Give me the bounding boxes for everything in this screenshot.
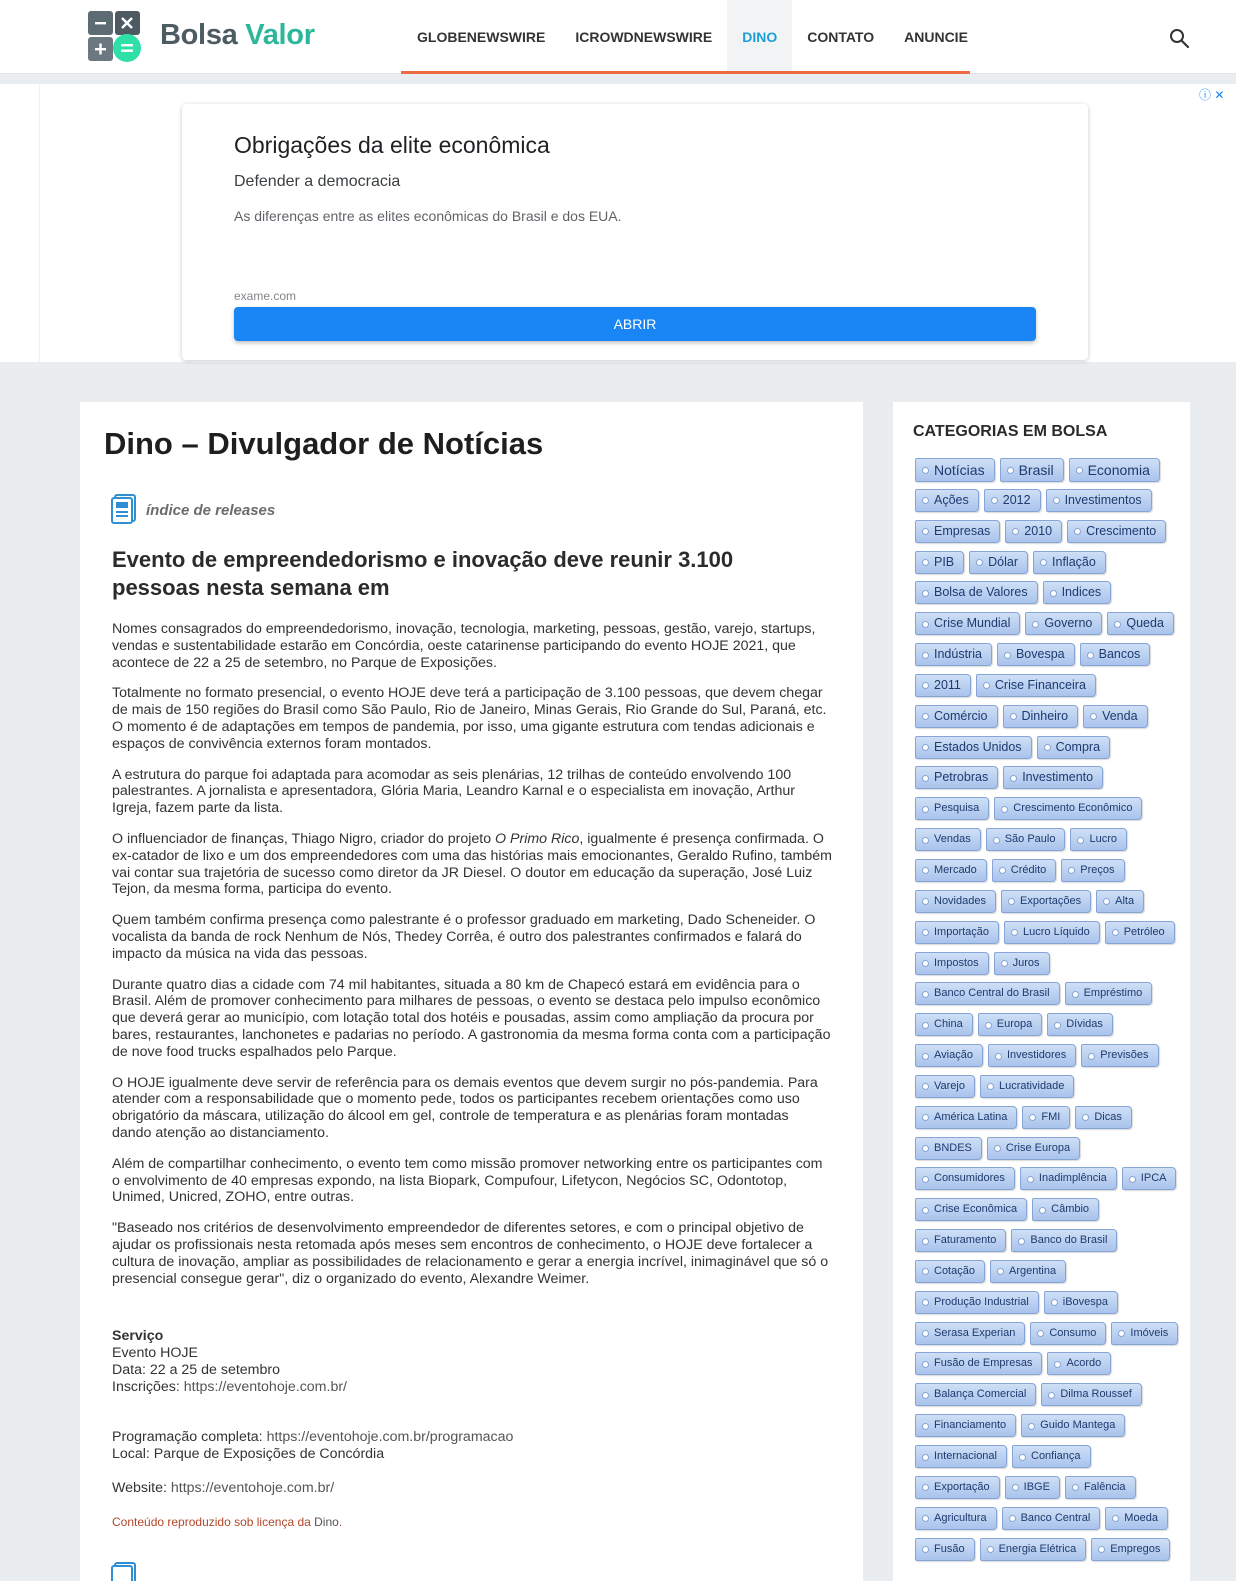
ad-card[interactable]: [182, 104, 1088, 360]
category-tag[interactable]: 2011: [915, 674, 971, 697]
category-tag[interactable]: Preços: [1061, 859, 1124, 882]
category-tag[interactable]: Argentina: [990, 1260, 1066, 1283]
category-tag[interactable]: América Latina: [915, 1106, 1017, 1129]
category-tag[interactable]: Venda: [1083, 705, 1147, 728]
category-tag[interactable]: Novidades: [915, 890, 996, 913]
category-tag[interactable]: Dinheiro: [1003, 705, 1079, 728]
category-tag[interactable]: Previsões: [1081, 1044, 1158, 1067]
category-tag[interactable]: Crédito: [992, 859, 1056, 882]
tag-row: [915, 1013, 1177, 1044]
program-label: Programação completa:: [112, 1429, 267, 1445]
paragraph-text: O influenciador de finanças, Thiago Nigro, criador do projeto: [112, 830, 496, 847]
article-paragraph: "Baseado nos critérios de desenvolvimento empreendedor de diferentes setores, e com o principal objetivo de ajudar os profissionais nesta retomada após meses sem encontros de conhecimento, o HOJE deve fortalecer a cultura de inovação, ampliar as possibilidades de relacionamento e gerar a energia incrível, inimaginável que só o presencial consegue gerar", diz o organizado do evento, Alexandre Weimer.: [112, 1220, 829, 1287]
category-tag[interactable]: Alta: [1096, 890, 1144, 913]
sidebar: [893, 402, 1190, 1581]
category-tag[interactable]: Crise Econômica: [915, 1198, 1027, 1221]
tag-row: [915, 1198, 1177, 1229]
category-tag[interactable]: IPCA: [1122, 1167, 1177, 1190]
category-tag[interactable]: Financiamento: [915, 1414, 1016, 1437]
tag-row: [915, 828, 1177, 859]
category-tag[interactable]: Confiança: [1012, 1445, 1091, 1468]
service-info: [112, 1328, 832, 1497]
license-note: [112, 1515, 342, 1529]
tag-row: [915, 551, 1177, 582]
tag-row: [915, 674, 1177, 705]
category-tag[interactable]: 2012: [984, 489, 1041, 512]
ad-domain: exame.com: [234, 289, 297, 303]
main-nav: [402, 0, 983, 74]
article-body: [112, 621, 832, 1301]
category-tag[interactable]: China: [915, 1013, 973, 1036]
logo-accent-word: Valor: [245, 19, 315, 51]
category-tag[interactable]: Energia Elétrica: [980, 1538, 1087, 1561]
nav-contato[interactable]: CONTATO: [807, 29, 875, 45]
tag-row: [915, 705, 1177, 736]
category-tag[interactable]: Falência: [1065, 1476, 1136, 1499]
tag-row: [915, 1106, 1177, 1137]
project-name: O Primo Rico: [495, 830, 580, 847]
website-link[interactable]: https://eventohoje.com.br/: [170, 1480, 335, 1496]
category-tag[interactable]: Câmbio: [1032, 1198, 1099, 1221]
category-tag[interactable]: Estados Unidos: [915, 736, 1032, 759]
category-tag[interactable]: Dólar: [969, 551, 1028, 574]
category-tag[interactable]: Notícias: [915, 458, 995, 482]
category-tag[interactable]: Investimento: [1003, 766, 1103, 789]
article-paragraph: [112, 831, 832, 898]
category-tag[interactable]: Ações: [915, 489, 979, 512]
category-tag[interactable]: Bovespa: [997, 643, 1075, 666]
tag-row: [915, 952, 1177, 983]
category-tag[interactable]: Exportação: [915, 1476, 1000, 1499]
tag-row: [915, 1229, 1177, 1260]
tag-row: [915, 859, 1177, 890]
tag-row: [915, 982, 1177, 1013]
category-tag[interactable]: FMI: [1022, 1106, 1070, 1129]
category-tag[interactable]: Vendas: [915, 828, 981, 851]
tag-row: [915, 921, 1177, 952]
article-paragraph: Nomes consagrados do empreendedorismo, inovação, tecnologia, marketing, pessoas, gestão, varejo, startups, vendas e sustentabilidade estarão em Concórdia, oeste catarinense participando do evento HOJE 2021, que acontece de 22 a 25 de setembro, no Parque de Exposições.: [112, 621, 816, 671]
website-label: Website:: [112, 1480, 171, 1496]
category-tag[interactable]: Indices: [1043, 581, 1112, 604]
category-tag[interactable]: IBGE: [1005, 1476, 1060, 1499]
tag-row: [915, 1538, 1177, 1569]
article-paragraph: Além de compartilhar conhecimento, o evento tem como missão promover networking entre os participantes com o envolvimento de 40 empresas expondo, na lista Biopark, Compufour, Lifetycon, Negócios SC, Odontotop, Unimed, Unicred, ZOHO, entre outras.: [112, 1155, 823, 1206]
category-tag[interactable]: Petrobras: [915, 766, 998, 789]
category-tag[interactable]: São Paulo: [986, 828, 1066, 851]
category-tag[interactable]: Guido Mantega: [1021, 1414, 1125, 1437]
ad-choices-icon[interactable]: ⓘ ✕: [1199, 88, 1225, 102]
nav-icrowdnewswire[interactable]: ICROWDNEWSWIRE: [575, 29, 713, 45]
tag-row: [915, 581, 1177, 612]
category-tag[interactable]: Internacional: [915, 1445, 1007, 1468]
category-tag[interactable]: Serasa Experian: [915, 1322, 1025, 1345]
category-tag[interactable]: Bolsa de Valores: [915, 581, 1038, 604]
paragraph-text: , igualmente é presença confirmada. O ex-catador de lixo e um dos empreendedores com uma das histórias mais emocionantes, Geraldo Rufino, também vai contar sua trajetória de sucesso como diretor da JR Diesel. O doutor em educação da superação, José Luiz Tejon, da mesma forma, participa do evento.: [112, 830, 832, 898]
category-tag[interactable]: Agricultura: [915, 1507, 997, 1530]
category-tag[interactable]: Banco Central do Brasil: [915, 982, 1060, 1005]
article-container: [80, 402, 863, 1581]
category-tag[interactable]: Consumo: [1030, 1322, 1106, 1345]
category-tag[interactable]: Impostos: [915, 952, 989, 975]
category-tag[interactable]: Produção Industrial: [915, 1291, 1039, 1314]
category-tag[interactable]: Economia: [1069, 458, 1160, 482]
category-tag[interactable]: BNDES: [915, 1137, 982, 1160]
tag-row: [915, 797, 1177, 828]
tag-row: [915, 489, 1177, 520]
category-tag[interactable]: iBovespa: [1044, 1291, 1118, 1314]
category-tag[interactable]: Crise Financeira: [976, 674, 1096, 697]
service-date: Data: 22 a 25 de setembro: [112, 1362, 280, 1378]
signup-link[interactable]: https://eventohoje.com.br/: [183, 1379, 347, 1395]
service-signup: [112, 1379, 832, 1396]
license-text: Conteúdo reproduzido sob licença da: [112, 1515, 315, 1529]
category-tag[interactable]: Petróleo: [1105, 921, 1175, 944]
category-tag[interactable]: Compra: [1037, 736, 1110, 759]
category-tag[interactable]: Juros: [994, 952, 1050, 975]
tag-row: [915, 520, 1177, 551]
tag-row: [915, 1291, 1177, 1322]
category-tag[interactable]: Acordo: [1047, 1352, 1111, 1375]
ad-subtitle: Defender a democracia: [234, 173, 401, 190]
category-tag[interactable]: Cotação: [915, 1260, 985, 1283]
category-tag[interactable]: Banco Central: [1002, 1507, 1101, 1530]
tag-row: [915, 1322, 1177, 1353]
category-tag[interactable]: PIB: [915, 551, 964, 574]
category-tag[interactable]: Queda: [1107, 612, 1174, 635]
category-tag[interactable]: Dicas: [1075, 1106, 1132, 1129]
category-tag[interactable]: Europa: [978, 1013, 1042, 1036]
category-tag[interactable]: Crescimento Econômico: [994, 797, 1142, 820]
newspaper-icon: [111, 494, 137, 524]
license-source-link[interactable]: Dino: [314, 1515, 339, 1529]
tag-row: [915, 458, 1177, 489]
service-event: Evento HOJE: [112, 1345, 198, 1361]
category-tag[interactable]: Pesquisa: [915, 797, 989, 820]
tag-row: [915, 1445, 1177, 1476]
category-tag[interactable]: Fusão: [915, 1538, 975, 1561]
site-header: [0, 0, 1236, 74]
category-tag[interactable]: Brasil: [1000, 458, 1064, 482]
tag-row: [915, 890, 1177, 921]
logo-word: Bolsa: [160, 19, 238, 51]
category-tag[interactable]: Comércio: [915, 705, 998, 728]
category-tag[interactable]: Investidores: [988, 1044, 1076, 1067]
page-title: Dino – Divulgador de Notícias: [104, 426, 544, 461]
category-tag[interactable]: Banco do Brasil: [1011, 1229, 1117, 1252]
ad-banner: [0, 84, 1236, 362]
category-tag[interactable]: Imóveis: [1111, 1322, 1178, 1345]
article-paragraph: A estrutura do parque foi adaptada para acomodar as seis plenárias, 12 trilhas de conteúdo envolvendo 100 palestrantes. A jornalista e apresentadora, Glória Maria, Leandro Karnal e o especialista em inovação, Arthur Igreja, fazem parte da lista.: [112, 766, 795, 817]
category-tag[interactable]: Mercado: [915, 859, 987, 882]
category-tag[interactable]: Crescimento: [1067, 520, 1166, 543]
category-tag[interactable]: 2010: [1005, 520, 1062, 543]
category-tag[interactable]: Importação: [915, 921, 999, 944]
service-program: [112, 1429, 832, 1446]
article-paragraph: O HOJE igualmente deve servir de referência para os demais eventos que devem surgir no pós-pandemia. Para atender com a responsabilidade que o momento pede, todos os participantes recebem orientações como uso obrigatório da máscara, utilização do álcool em gel, controle de temperatura e as plenárias foram montadas dando atenção ao distanciamento.: [112, 1074, 818, 1141]
category-tag[interactable]: Bancos: [1080, 643, 1151, 666]
category-tag[interactable]: Varejo: [915, 1075, 975, 1098]
category-tag[interactable]: Moeda: [1105, 1507, 1168, 1530]
search-icon[interactable]: [1168, 27, 1190, 49]
tag-row: [915, 1383, 1177, 1414]
license-end: .: [338, 1515, 343, 1529]
category-tag[interactable]: Crise Mundial: [915, 612, 1020, 635]
category-tag[interactable]: Consumidores: [915, 1167, 1015, 1190]
nav-anuncie[interactable]: ANUNCIE: [904, 29, 968, 45]
tag-row: [915, 766, 1177, 797]
nav-dino[interactable]: DINO: [727, 0, 792, 72]
category-tag[interactable]: Exportações: [1001, 890, 1091, 913]
ad-title[interactable]: Obrigações da elite econômica: [234, 132, 550, 158]
article-paragraph: Quem também confirma presença como palestrante é o professor graduado em marketing, Dado Scheneider. O vocalista da banda de rock Nenhum de Nós, Thedey Corrêa, é outro dos palestrantes confirmados e falará do impacto da música na vida das pessoas.: [112, 912, 816, 962]
category-tag[interactable]: Crise Europa: [987, 1137, 1080, 1160]
tag-row: [915, 1476, 1177, 1507]
nav-globenewswire[interactable]: GLOBENEWSWIRE: [417, 29, 546, 45]
article-headline: Evento de empreendedorismo e inovação deve reunir 3.100 pessoas nesta semana em: [112, 547, 734, 600]
category-tag[interactable]: Inflação: [1033, 551, 1106, 574]
category-tag[interactable]: Lucro: [1070, 828, 1127, 851]
tag-cloud: [915, 458, 1177, 1568]
ad-description: As diferenças entre as elites econômicas do Brasil e dos EUA.: [234, 208, 622, 224]
ad-open-button[interactable]: ABRIR: [234, 307, 1036, 341]
tag-row: [915, 1044, 1177, 1075]
newspaper-icon[interactable]: [111, 1562, 137, 1581]
tag-row: [915, 1137, 1177, 1168]
site-logo[interactable]: [88, 11, 315, 63]
calculator-logo-icon: [88, 11, 142, 63]
category-tag[interactable]: Dívidas: [1047, 1013, 1113, 1036]
tag-row: [915, 1260, 1177, 1291]
sidebar-title: CATEGORIAS EM BOLSA: [913, 423, 1108, 440]
tag-row: [915, 612, 1177, 643]
service-website: [112, 1480, 832, 1497]
tag-row: [915, 1075, 1177, 1106]
category-tag[interactable]: Lucro Líquido: [1004, 921, 1100, 944]
releases-label[interactable]: índice de releases: [146, 502, 276, 519]
category-tag[interactable]: Dilma Roussef: [1041, 1383, 1142, 1406]
tag-row: [915, 643, 1177, 674]
category-tag[interactable]: Empregos: [1091, 1538, 1170, 1561]
tag-row: [915, 1352, 1177, 1383]
logo-text: [160, 19, 315, 52]
tag-row: [915, 1167, 1177, 1198]
service-location: Local: Parque de Exposições de Concórdia: [112, 1446, 385, 1462]
tag-row: [915, 1414, 1177, 1445]
category-tag[interactable]: Indústria: [915, 643, 992, 666]
program-link[interactable]: https://eventohoje.com.br/programacao: [266, 1429, 514, 1445]
category-tag[interactable]: Empréstimo: [1065, 982, 1153, 1005]
tag-row: [915, 736, 1177, 767]
category-tag[interactable]: Balança Comercial: [915, 1383, 1036, 1406]
tag-row: [915, 1507, 1177, 1538]
ad-left-gap: [0, 84, 40, 362]
category-tag[interactable]: Empresas: [915, 520, 1000, 543]
category-tag[interactable]: Lucratividade: [980, 1075, 1074, 1098]
category-tag[interactable]: Inadimplência: [1020, 1167, 1117, 1190]
category-tag[interactable]: Aviação: [915, 1044, 983, 1067]
category-tag[interactable]: Investimentos: [1046, 489, 1152, 512]
article-paragraph: Totalmente no formato presencial, o evento HOJE deve terá a participação de 3.100 pessoas, que devem chegar de mais de 150 regiões do Brasil como São Paulo, Rio de Janeiro, Minas Gerais, Rio Grande do Sul, Paraná, etc. O momento é de adaptações em tempos de pandemia, por isso, uma gigante estrutura com tendas adicionais e espaços de convivência externos foram montados.: [112, 685, 827, 752]
category-tag[interactable]: Faturamento: [915, 1229, 1006, 1252]
article-paragraph: Durante quatro dias a cidade com 74 mil habitantes, situada a 80 km de Chapecó estará em evidência para o Brasil. Além de promover conhecimento para milhares de pessoas, o evento se destaca pelo impulso econômico que deverá gerar ao município, com lotação total dos hotéis e pousadas, assim como ampliação da procura por bares, restaurantes, lanchonetes e padarias no período. A gastronomia da mesma forma conta com a participação de nove food trucks espalhados pelo Parque.: [112, 976, 831, 1060]
category-tag[interactable]: Governo: [1025, 612, 1102, 635]
category-tag[interactable]: Fusão de Empresas: [915, 1352, 1042, 1375]
service-heading: Serviço: [112, 1328, 164, 1344]
signup-label: Inscrições:: [112, 1379, 184, 1395]
nav-underline: [401, 71, 970, 74]
